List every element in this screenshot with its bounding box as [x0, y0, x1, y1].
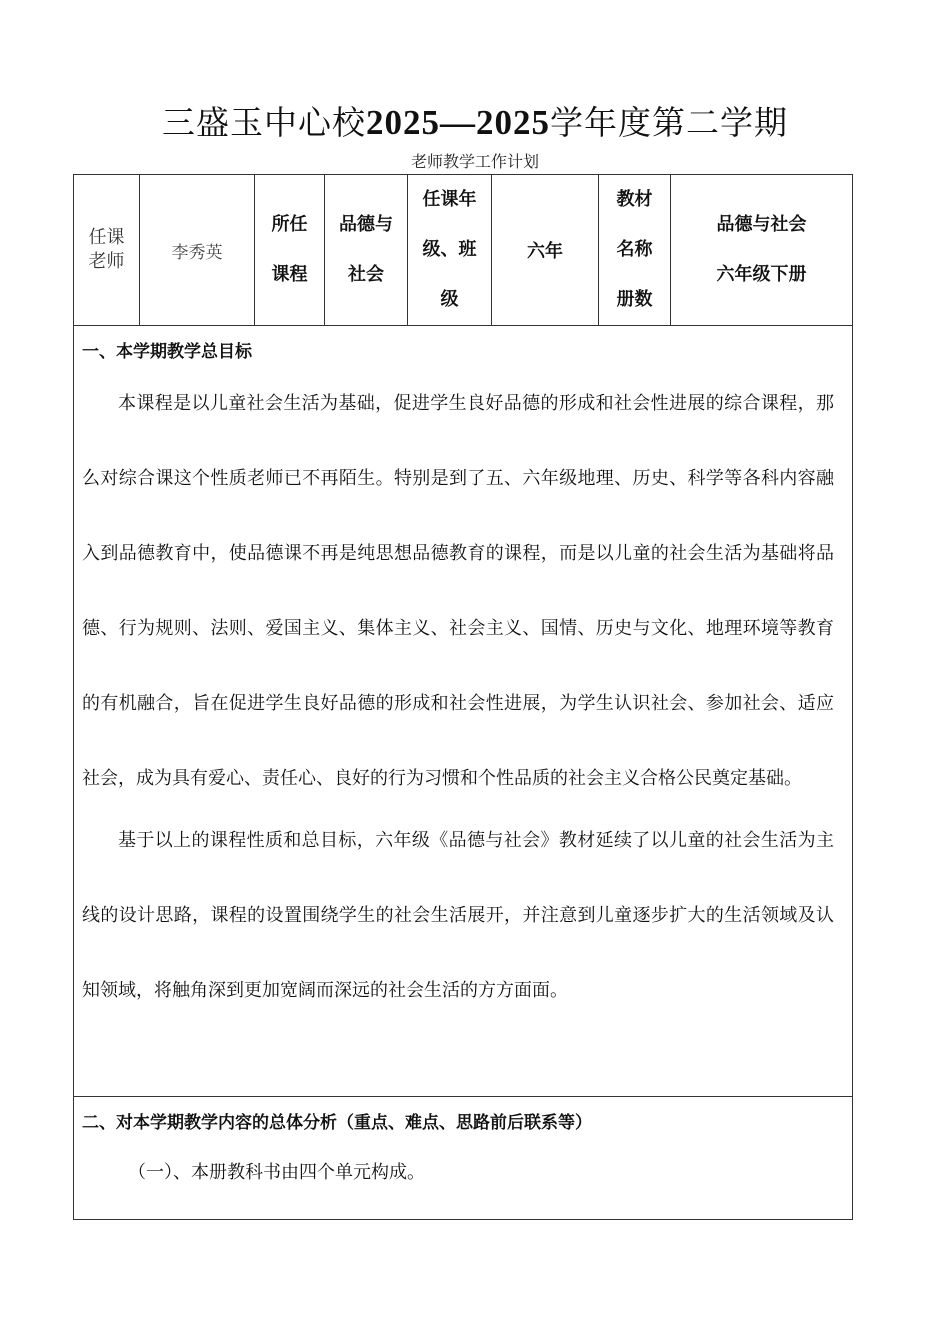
textbook-value-line2: 六年级下册: [716, 264, 807, 285]
grade-value-cell: [492, 175, 599, 326]
title-year-start: 2025: [366, 103, 440, 142]
course-label-line1: 所任: [271, 214, 308, 235]
page-title: [0, 100, 950, 146]
textbook-label-line3: 册数: [616, 289, 653, 310]
header-row: [74, 175, 853, 326]
page-subtitle: 老师教学工作计划: [410, 152, 539, 171]
course-value-line1: 品德与: [339, 214, 393, 235]
section-one-paragraph-1: 本课程是以儿童社会生活为基础，促进学生良好品德的形成和社会性进展的综合课程，那么对综合课这个性质老师已不再陌生。特别是到了五、六年级地理、历史、科学等各科内容融入到品德教育中，使品德课不再是纯思想品德教育的课程，而是以儿童的社会生活为基础将品德、行为规则、法则、爱国主义、集体主义、社会主义、国情、历史与文化、地理环境等教育的有机融合，旨在促进学生良好品德的形成和社会性进展，为学生认识社会、参加社会、适应社会，成为具有爱心、责任心、良好的行为习惯和个性品质的社会主义合格公民奠定基础。: [82, 393, 834, 789]
section-two-heading: 二、对本学期教学内容的总体分析（重点、难点、思路前后联系等）: [82, 1113, 592, 1133]
textbook-label-line1: 教材: [616, 189, 653, 210]
textbook-label-line2: 名称: [616, 239, 653, 260]
teacher-label-line2: 老师: [88, 251, 125, 272]
grade-label-cell: [408, 175, 492, 326]
textbook-value-line1: 品德与社会: [716, 214, 807, 235]
course-value-cell: [325, 175, 408, 326]
title-suffix: 学年度第二学期: [550, 103, 788, 142]
section-one-paragraph-2: 基于以上的课程性质和总目标，六年级《品德与社会》教材延续了以儿童的社会生活为主线的设计思路，课程的设置围绕学生的社会生活展开，并注意到儿童逐步扩大的生活领域及认知领域，将触角深到更加宽阔而深远的社会生活的方方面面。: [82, 830, 834, 1001]
course-label-line2: 课程: [271, 264, 308, 285]
teacher-label-line1: 任课: [88, 227, 125, 248]
title-prefix: 三盛玉中心校: [162, 103, 366, 142]
grade-value: 六年: [527, 241, 563, 262]
section-one-row: [74, 326, 853, 1097]
title-dash: —: [440, 103, 476, 142]
title-year-end: 2025: [476, 103, 550, 142]
textbook-label-cell: [599, 175, 671, 326]
textbook-value-cell: [671, 175, 853, 326]
teacher-name-cell: [140, 175, 255, 326]
section-one-heading: 一、本学期教学总目标: [82, 342, 252, 362]
teacher-name: 李秀英: [171, 242, 223, 263]
course-label-cell: [255, 175, 325, 326]
course-value-line2: 社会: [348, 264, 384, 285]
grade-label-line3: 级: [440, 289, 459, 310]
grade-label-line2: 级、班: [422, 239, 477, 260]
section-two-cell: [74, 1097, 853, 1220]
section-two-item-1: （一）、本册教科书由四个单元构成。: [128, 1162, 425, 1183]
teaching-plan-table: [73, 174, 853, 1220]
section-one-cell: [74, 326, 853, 1097]
section-two-row: [74, 1097, 853, 1220]
grade-label-line1: 任课年: [422, 189, 477, 210]
teacher-label-cell: [74, 175, 140, 326]
